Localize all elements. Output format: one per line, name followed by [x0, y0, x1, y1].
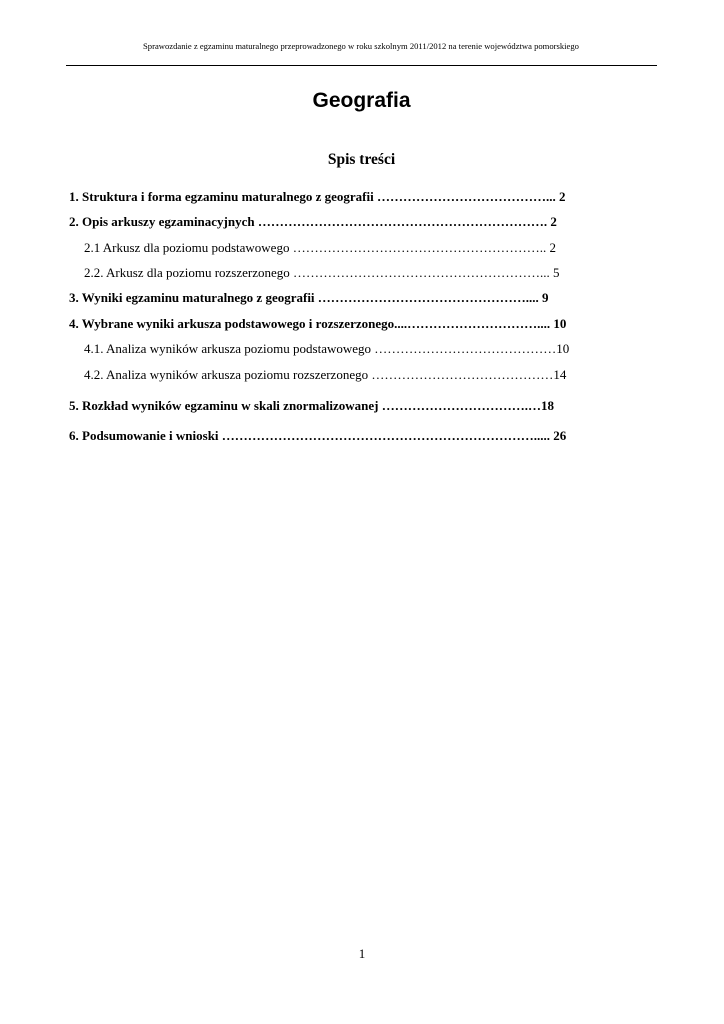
toc-entry[interactable] — [84, 367, 566, 383]
toc-entry-leader: …………………………….… — [381, 398, 541, 413]
toc-entry-page: 10 — [556, 341, 570, 356]
toc-entry-leader: …………………………………………………………. — [257, 214, 548, 229]
toc-heading: Spis treści — [327, 151, 396, 168]
toc-entry-page: 9 — [542, 290, 549, 305]
toc-entry-page: 18 — [540, 398, 554, 413]
toc-entry[interactable] — [69, 214, 557, 230]
toc-entry[interactable] — [84, 341, 569, 357]
toc-entry[interactable] — [69, 428, 566, 444]
toc-entry-leader: ………………………………………………………………..... — [221, 428, 551, 443]
toc-entry[interactable] — [69, 316, 566, 332]
running-header: Sprawozdanie z egzaminu maturalnego przeprowadzonego w roku szkolnym 2011/2012 na terenie województwa pomorskiego — [143, 41, 579, 51]
toc-entry-leader: ………………………….... — [407, 316, 551, 331]
toc-entry-text: 2.2. Arkusz dla poziomu rozszerzonego — [84, 265, 290, 280]
toc-entry-page: 26 — [553, 428, 567, 443]
toc-entry-page: 5 — [553, 265, 560, 280]
toc-entry-leader: …………………………………… — [371, 367, 554, 382]
toc-entry-page: 2 — [558, 189, 566, 204]
toc-entry-text: 3. Wyniki egzaminu maturalnego z geografii — [69, 290, 315, 305]
toc-entry-leader: …………………………………………………... — [293, 265, 550, 280]
header-rule — [66, 65, 657, 66]
toc-entry-page: 2 — [549, 240, 556, 255]
toc-entry[interactable] — [69, 398, 554, 414]
toc-entry-page: 14 — [553, 367, 567, 382]
toc-entry-text: 1. Struktura i forma egzaminu maturalnego z geografii — [69, 189, 374, 204]
toc-entry-leader: ………………………………………………….. — [292, 240, 547, 255]
toc-entry-leader: …………………………………... — [376, 189, 556, 204]
toc-entry[interactable] — [84, 265, 560, 281]
toc-entry-text: 2. Opis arkuszy egzaminacyjnych — [69, 214, 255, 229]
toc-entry[interactable] — [69, 290, 549, 306]
toc-entry[interactable] — [84, 240, 556, 256]
page-number: 1 — [358, 946, 366, 961]
toc-entry-text: 6. Podsumowanie i wnioski — [69, 428, 219, 443]
toc-entry-leader: …………………………………… — [374, 341, 557, 356]
toc-entry-text: 4.2. Analiza wyników arkusza poziomu rozszerzonego — [84, 367, 369, 382]
toc-entry[interactable] — [69, 189, 565, 205]
toc-entry-page: 2 — [550, 214, 557, 229]
toc-entry-page: 10 — [553, 316, 567, 331]
toc-entry-leader: ………………………………………….... — [317, 290, 539, 305]
document-title: Geografia — [312, 89, 411, 112]
toc-entry-text: 5. Rozkład wyników egzaminu w skali znormalizowanej — [69, 398, 379, 413]
toc-entry-text: 2.1 Arkusz dla poziomu podstawowego — [84, 240, 290, 255]
toc-entry-text: 4.1. Analiza wyników arkusza poziomu podstawowego — [84, 341, 372, 356]
toc-entry-text: 4. Wybrane wyniki arkusza podstawowego i rozszerzonego.... — [69, 316, 408, 331]
